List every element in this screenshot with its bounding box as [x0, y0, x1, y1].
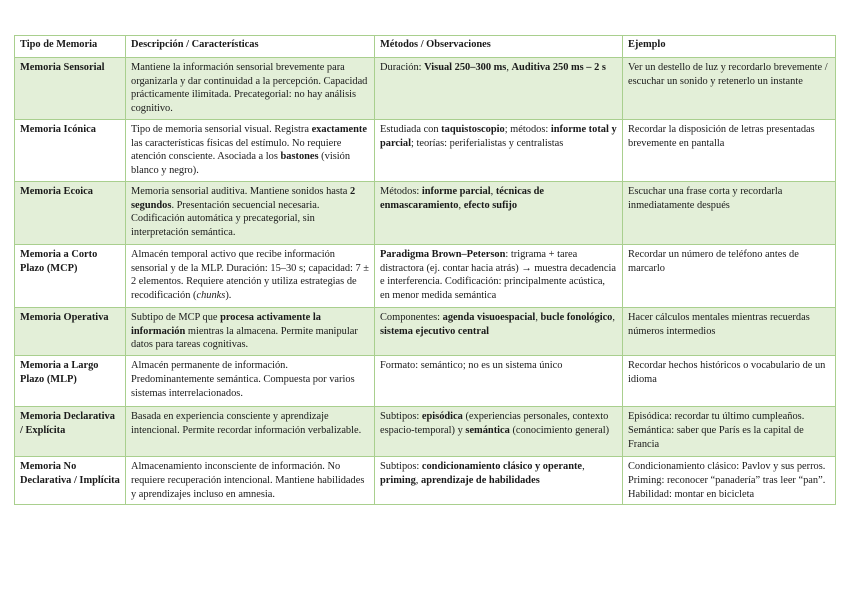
description-cell: Subtipo de MCP que procesa activamente la información mientras la almacena. Permite manipular datos para tareas cognitivas. [126, 307, 375, 355]
methods-cell: Estudiada con taquistoscopio; métodos: informe total y parcial; teorías: periferialistas y centralistas [375, 119, 623, 181]
example-cell: Recordar hechos históricos o vocabulario de un idioma [623, 356, 836, 407]
header-descripcion: Descripción / Características [126, 36, 375, 58]
memory-type-cell: Memoria No Declarativa / Implícita [15, 457, 126, 505]
memory-type-cell: Memoria Ecoica [15, 181, 126, 244]
memory-type-cell: Memoria a Corto Plazo (MCP) [15, 244, 126, 307]
example-cell: Recordar la disposición de letras presentadas brevemente en pantalla [623, 119, 836, 181]
description-cell: Almacenamiento inconsciente de información. No requiere recuperación intencional. Mantiene habilidades y aprendizajes incluso en amnesia. [126, 457, 375, 505]
methods-cell: Duración: Visual 250–300 ms, Auditiva 250 ms – 2 s [375, 58, 623, 120]
memory-type-cell: Memoria Declarativa / Explícita [15, 407, 126, 457]
table-row [15, 58, 836, 120]
header-tipo: Tipo de Memoria [15, 36, 126, 58]
table-row [15, 244, 836, 307]
description-cell: Mantiene la información sensorial brevemente para organizarla y dar continuidad a la percepción. Capacidad prácticamente ilimitada. Precategorial: no hay análisis cognitivo. [126, 58, 375, 120]
description-cell: Basada en experiencia consciente y aprendizaje intencional. Permite recordar información verbalizable. [126, 407, 375, 457]
description-cell: Almacén temporal activo que recibe información sensorial y de la MLP. Duración: 15–30 s; capacidad: 7 ± 2 elementos. Requiere atención y utiliza estrategias de recodificación (chunks). [126, 244, 375, 307]
description-cell: Memoria sensorial auditiva. Mantiene sonidos hasta 2 segundos. Presentación secuencial necesaria. Codificación automática y precategorial, sin interpretación semántica. [126, 181, 375, 244]
methods-cell: Paradigma Brown–Peterson: trigrama + tarea distractora (ej. contar hacia atrás) → muestra decadencia e interferencia. Codificación: principalmente acústica, en menor medida semántica [375, 244, 623, 307]
header-ejemplo: Ejemplo [623, 36, 836, 58]
table-row [15, 181, 836, 244]
memory-type-cell: Memoria Icónica [15, 119, 126, 181]
methods-cell: Métodos: informe parcial, técnicas de enmascaramiento, efecto sufijo [375, 181, 623, 244]
example-cell: Episódica: recordar tu último cumpleaños. Semántica: saber que París es la capital de Francia [623, 407, 836, 457]
memory-type-cell: Memoria Sensorial [15, 58, 126, 120]
description-cell: Tipo de memoria sensorial visual. Registra exactamente las características físicas del estímulo. No requiere atención consciente. Asociada a los bastones (visión blanco y negro). [126, 119, 375, 181]
table-row [15, 457, 836, 505]
example-cell: Ver un destello de luz y recordarlo brevemente / escuchar un sonido y retenerlo un instante [623, 58, 836, 120]
example-cell: Hacer cálculos mentales mientras recuerdas números intermedios [623, 307, 836, 355]
table-row [15, 307, 836, 355]
methods-cell: Formato: semántico; no es un sistema único [375, 356, 623, 407]
table-body [15, 58, 836, 505]
memory-type-cell: Memoria a Largo Plazo (MLP) [15, 356, 126, 407]
memory-types-table [14, 35, 836, 505]
methods-cell: Subtipos: condicionamiento clásico y operante, priming, aprendizaje de habilidades [375, 457, 623, 505]
methods-cell: Componentes: agenda visuoespacial, bucle fonológico, sistema ejecutivo central [375, 307, 623, 355]
table-row [15, 356, 836, 407]
header-row [15, 36, 836, 58]
table-row [15, 407, 836, 457]
header-metodos: Métodos / Observaciones [375, 36, 623, 58]
example-cell: Escuchar una frase corta y recordarla inmediatamente después [623, 181, 836, 244]
example-cell: Recordar un número de teléfono antes de marcarlo [623, 244, 836, 307]
table-header [15, 36, 836, 58]
table-row [15, 119, 836, 181]
memory-type-cell: Memoria Operativa [15, 307, 126, 355]
description-cell: Almacén permanente de información. Predominantemente semántica. Compuesta por varios sistemas interrelacionados. [126, 356, 375, 407]
methods-cell: Subtipos: episódica (experiencias personales, contexto espacio-temporal) y semántica (conocimiento general) [375, 407, 623, 457]
example-cell: Condicionamiento clásico: Pavlov y sus perros. Priming: reconocer “panadería” tras leer “pan”. Habilidad: montar en bicicleta [623, 457, 836, 505]
